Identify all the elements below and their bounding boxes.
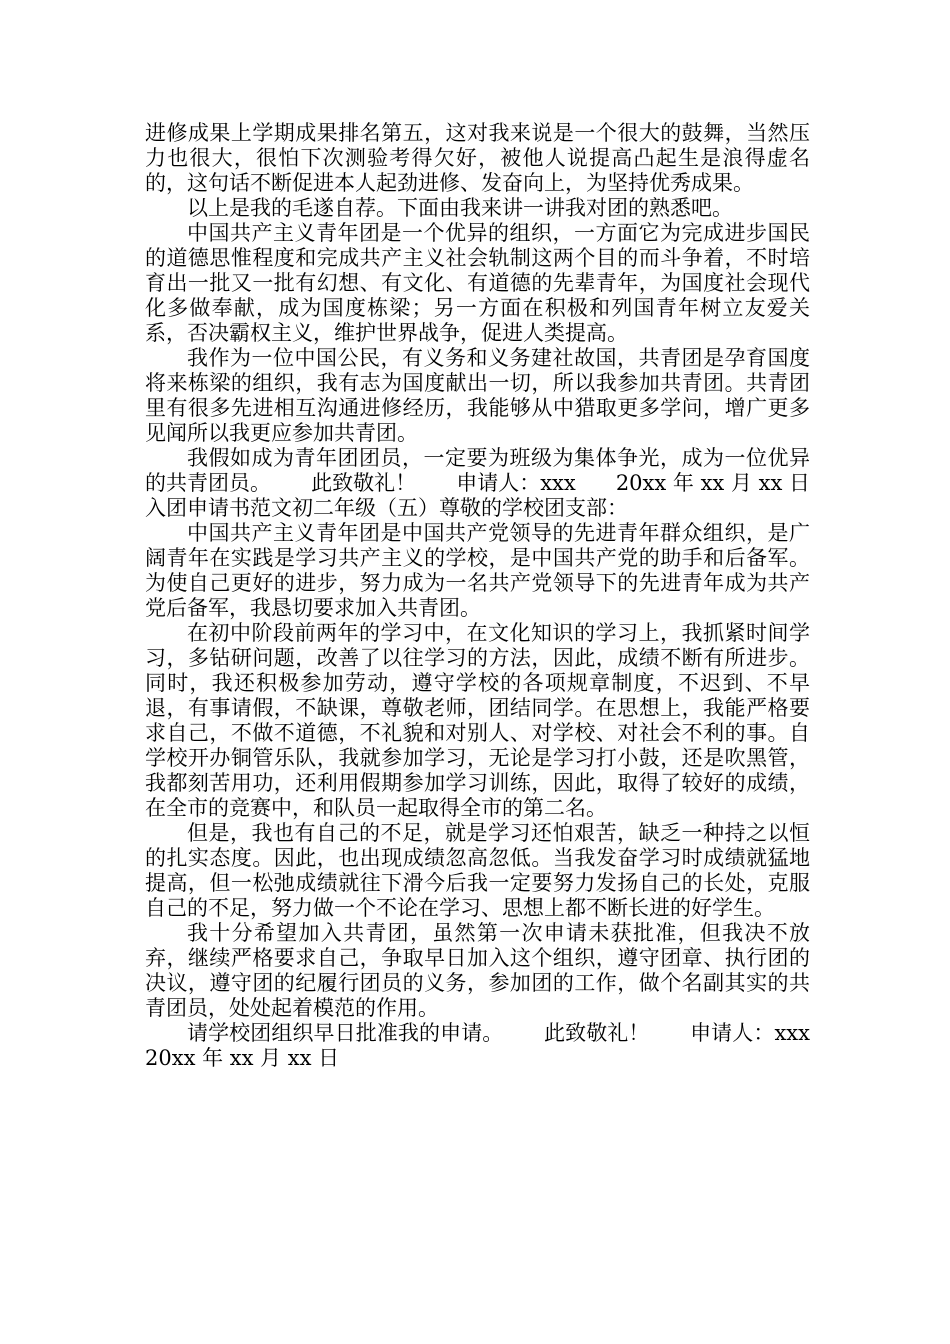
document-body — [145, 121, 851, 1071]
paragraph-final-request: 请学校团组织早日批准我的申请。 此致敬礼！ 申请人：xxx 20xx 年 xx 月 xx 日 — [145, 1021, 851, 1070]
paragraph-shortcomings: 但是，我也有自己的不足，就是学习还怕艰苦，缺乏一种持之以恒的扎实态度。因此，也出现成绩忽高忽低。当我发奋学习时成绩就猛地提高，但一松弛成绩就往下滑今后我一定要努力发扬自己的长处，克服自己的不足，努力做一个不论在学习、思想上都不断长进的好学生。 — [145, 821, 810, 920]
paragraph-league-introduction: 中国共产主义青年团是中国共产党领导的先进青年群众组织，是广阔青年在实践是学习共产主义的学校，是中国共产党的助手和后备军。为使自己更好的进步，努力成为一名共产党领导下的先进青年成为共产党后备军，我恳切要求加入共青团。 — [145, 521, 810, 620]
paragraph-league-description: 中国共产主义青年团是一个优异的组织，一方面它为完成进步国民的道德思惟程度和完成共产主义社会轨制这两个目的而斗争着，不时培育出一批又一批有幻想、有文化、有道德的先辈青年，为国度社会现代化多做奉献，成为国度栋梁；另一方面在积极和列国青年树立友爱关系，否决霸权主义，维护世界战争，促进人类提高。 — [145, 221, 810, 345]
paragraph-citizen-duty: 我作为一位中国公民，有义务和义务建社故国，共青团是孕育国度将来栋梁的组织，我有志为国度献出一切，所以我参加共青团。共青团里有很多先进相互沟通进修经历，我能够从中猎取更多学问，增广更多见闻所以我更应参加共青团。 — [145, 346, 810, 445]
paragraph-closing-and-next-letter: 我假如成为青年团团员，一定要为班级为集体争光，成为一位优异的共青团员。 此致敬礼！ 申请人：xxx 20xx 年 xx 月 xx 日 入团申请书范文初二年级（五）尊敬的学校团支部： — [145, 446, 851, 520]
paragraph-self-recommendation: 以上是我的毛遂自荐。下面由我来讲一讲我对团的熟悉吧。 — [187, 196, 733, 220]
paragraph-study-results: 进修成果上学期成果排名第五，这对我来说是一个很大的鼓舞，当然压力也很大，很怕下次测验考得欠好，被他人说提高凸起生是浪得虚名的，这句话不断促进本人起劲进修、发奋向上，为坚持优秀成果。 — [145, 121, 810, 195]
paragraph-junior-high-study: 在初中阶段前两年的学习中，在文化知识的学习上，我抓紧时间学习，多钻研问题，改善了以往学习的方法，因此，成绩不断有所进步。同时，我还积极参加劳动，遵守学校的各项规章制度，不迟到、不早退，有事请假，不缺课，尊敬老师，团结同学。在思想上，我能严格要求自己，不做不道德，不礼貌和对别人、对学校、对社会不利的事。自学校开办铜管乐队，我就参加学习，无论是学习打小鼓，还是吹黑管，我都刻苦用功，还利用假期参加学习训练，因此，取得了较好的成绩，在全市的竞赛中，和队员一起取得全市的第二名。 — [145, 621, 810, 820]
paragraph-hope-to-join: 我十分希望加入共青团，虽然第一次申请未获批准，但我决不放弃，继续严格要求自己，争取早日加入这个组织，遵守团章、执行团的决议，遵守团的纪履行团员的义务，参加团的工作，做个名副其实的共青团员，处处起着模范的作用。 — [145, 921, 810, 1020]
